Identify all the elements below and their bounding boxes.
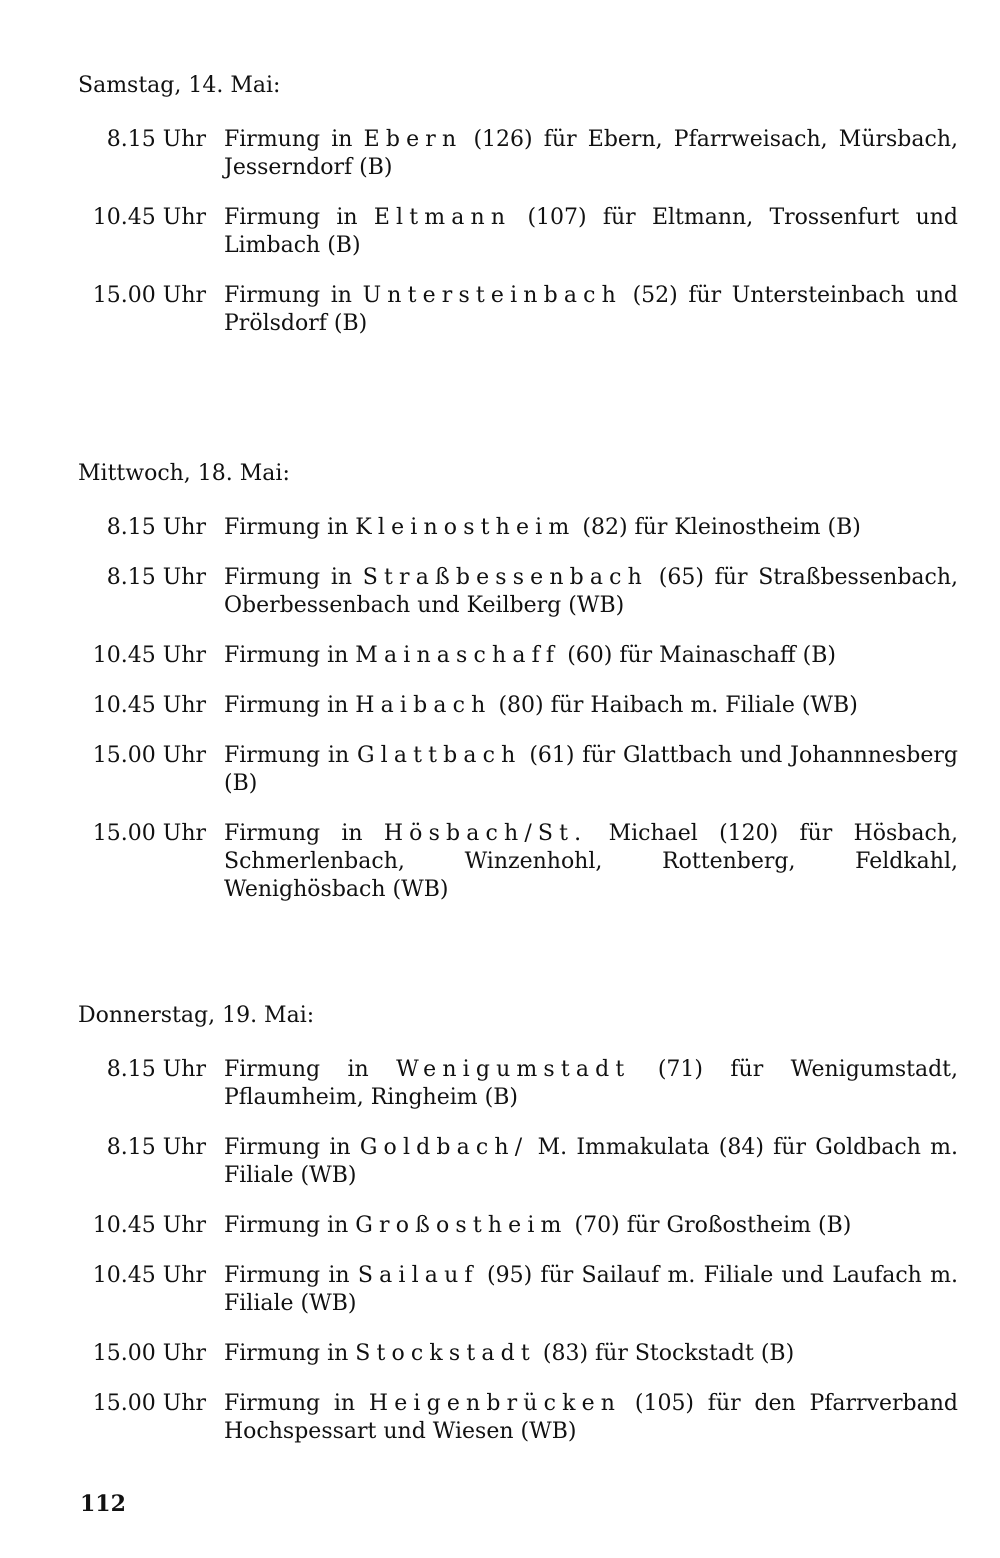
entry-place: Stockstadt — [355, 1341, 536, 1366]
entry-prefix: Firmung in — [224, 821, 384, 846]
entry-description — [206, 1134, 958, 1190]
entry-prefix: Firmung in — [224, 743, 357, 768]
day-heading: Samstag, 14. Mai: — [78, 73, 281, 98]
schedule-entry — [78, 1134, 958, 1190]
entry-time: 8.15 Uhr — [106, 515, 206, 540]
entry-details: (107) für Eltmann, Trossenfurt und Limbach (B) — [224, 205, 958, 258]
entry-place: Heigenbrücken — [368, 1391, 622, 1416]
day-heading: Donnerstag, 19. Mai: — [78, 1003, 315, 1028]
entry-description — [206, 1212, 958, 1240]
entry-prefix: Firmung in — [224, 1341, 356, 1366]
entry-description — [206, 204, 958, 260]
entry-time: 15.00 Uhr — [92, 283, 206, 308]
entry-list — [78, 514, 958, 904]
schedule-entry — [78, 1056, 958, 1112]
entry-details: (60) für Mainaschaff (B) — [560, 643, 836, 668]
entry-prefix: Firmung in — [224, 1135, 360, 1160]
entry-details: (105) für den Pfarrverband Hochspessart und Wiesen (WB) — [224, 1391, 958, 1444]
entry-description — [206, 1262, 958, 1318]
entry-time: 8.15 Uhr — [106, 565, 206, 590]
schedule-entry — [78, 692, 958, 720]
schedule-entry — [78, 1262, 958, 1318]
entry-prefix: Firmung in — [224, 205, 374, 230]
entry-time: 15.00 Uhr — [92, 1391, 206, 1416]
entry-description — [206, 126, 958, 182]
entry-time: 10.45 Uhr — [92, 205, 206, 230]
entry-details: Michael (120) für Hösbach, Schmerlenbach, Winzenhohl, Rottenberg, Feldkahl, Wenighösbach (WB) — [224, 821, 958, 902]
entry-place: Mainaschaff — [355, 643, 561, 668]
entry-description — [206, 692, 958, 720]
entry-prefix: Firmung in — [224, 565, 363, 590]
schedule-entry — [78, 126, 958, 182]
entry-place: Untersteinbach — [362, 283, 622, 308]
entry-place: Haibach — [355, 693, 492, 718]
schedule-entry — [78, 564, 958, 620]
day-heading: Mittwoch, 18. Mai: — [78, 461, 290, 486]
entry-details: (71) für Wenigumstadt, Pflaumheim, Ringheim (B) — [224, 1057, 958, 1110]
schedule-entry — [78, 204, 958, 260]
schedule-entry — [78, 514, 958, 542]
entry-details: (61) für Glattbach und Johannnesberg (B) — [224, 743, 958, 796]
entry-prefix: Firmung in — [224, 1391, 369, 1416]
entry-time: 15.00 Uhr — [92, 821, 206, 846]
entry-place: Eltmann — [373, 205, 512, 230]
entry-description — [206, 642, 958, 670]
day-section-wednesday — [78, 460, 958, 904]
entry-place: Wenigumstadt — [396, 1057, 631, 1082]
schedule-entry — [78, 1212, 958, 1240]
entry-prefix: Firmung in — [224, 283, 363, 308]
entry-time: 8.15 Uhr — [106, 127, 206, 152]
entry-prefix: Firmung in — [224, 1057, 397, 1082]
entry-place: Goldbach/ — [359, 1135, 529, 1160]
entry-description — [206, 1390, 958, 1446]
entry-time: 8.15 Uhr — [106, 1057, 206, 1082]
entry-time: 10.45 Uhr — [92, 693, 206, 718]
schedule-entry — [78, 282, 958, 338]
entry-place: Hösbach/St. — [383, 821, 588, 846]
entry-details: (126) für Ebern, Pfarrweisach, Mürsbach, Jesserndorf (B) — [224, 127, 958, 180]
entry-list — [78, 126, 958, 338]
entry-description — [206, 282, 958, 338]
schedule-entry — [78, 742, 958, 798]
day-section-thursday — [78, 1002, 958, 1446]
entry-prefix: Firmung in — [224, 1263, 358, 1288]
entry-prefix: Firmung in — [224, 127, 364, 152]
entry-details: M. Immakulata (84) für Goldbach m. Filiale (WB) — [224, 1135, 958, 1188]
entry-place: Glattbach — [356, 743, 522, 768]
entry-time: 15.00 Uhr — [92, 1341, 206, 1366]
entry-time: 15.00 Uhr — [92, 743, 206, 768]
entry-description — [206, 1340, 958, 1368]
day-section-saturday — [78, 72, 958, 338]
entry-description — [206, 1056, 958, 1112]
entry-place: Sailauf — [357, 1263, 479, 1288]
entry-description — [206, 820, 958, 904]
schedule-entry — [78, 820, 958, 904]
entry-details: (70) für Großostheim (B) — [567, 1213, 852, 1238]
page-number: 112 — [80, 1491, 126, 1517]
entry-time: 10.45 Uhr — [92, 1213, 206, 1238]
entry-details: (65) für Straßbessenbach, Oberbessenbach und Keilberg (WB) — [224, 565, 959, 618]
entry-place: Kleinostheim — [355, 515, 576, 540]
entry-time: 8.15 Uhr — [106, 1135, 206, 1160]
entry-description — [206, 514, 958, 542]
entry-time: 10.45 Uhr — [92, 643, 206, 668]
entry-prefix: Firmung in — [224, 693, 356, 718]
entry-details: (95) für Sailauf m. Filiale und Laufach m. Filiale (WB) — [224, 1263, 958, 1316]
entry-details: (83) für Stockstadt (B) — [535, 1341, 795, 1366]
entry-prefix: Firmung in — [224, 1213, 356, 1238]
entry-details: (82) für Kleinostheim (B) — [575, 515, 861, 540]
schedule-entry — [78, 1390, 958, 1446]
entry-description — [206, 564, 958, 620]
entry-place: Ebern — [363, 127, 463, 152]
schedule-entry — [78, 642, 958, 670]
entry-place: Großostheim — [355, 1213, 568, 1238]
entry-prefix: Firmung in — [224, 515, 356, 540]
entry-description — [206, 742, 958, 798]
schedule-entry — [78, 1340, 958, 1368]
entry-prefix: Firmung in — [224, 643, 356, 668]
entry-time: 10.45 Uhr — [92, 1263, 206, 1288]
entry-details: (80) für Haibach m. Filiale (WB) — [491, 693, 858, 718]
entry-place: Straßbessenbach — [362, 565, 648, 590]
entry-details: (52) für Untersteinbach und Prölsdorf (B) — [224, 283, 958, 336]
entry-list — [78, 1056, 958, 1446]
